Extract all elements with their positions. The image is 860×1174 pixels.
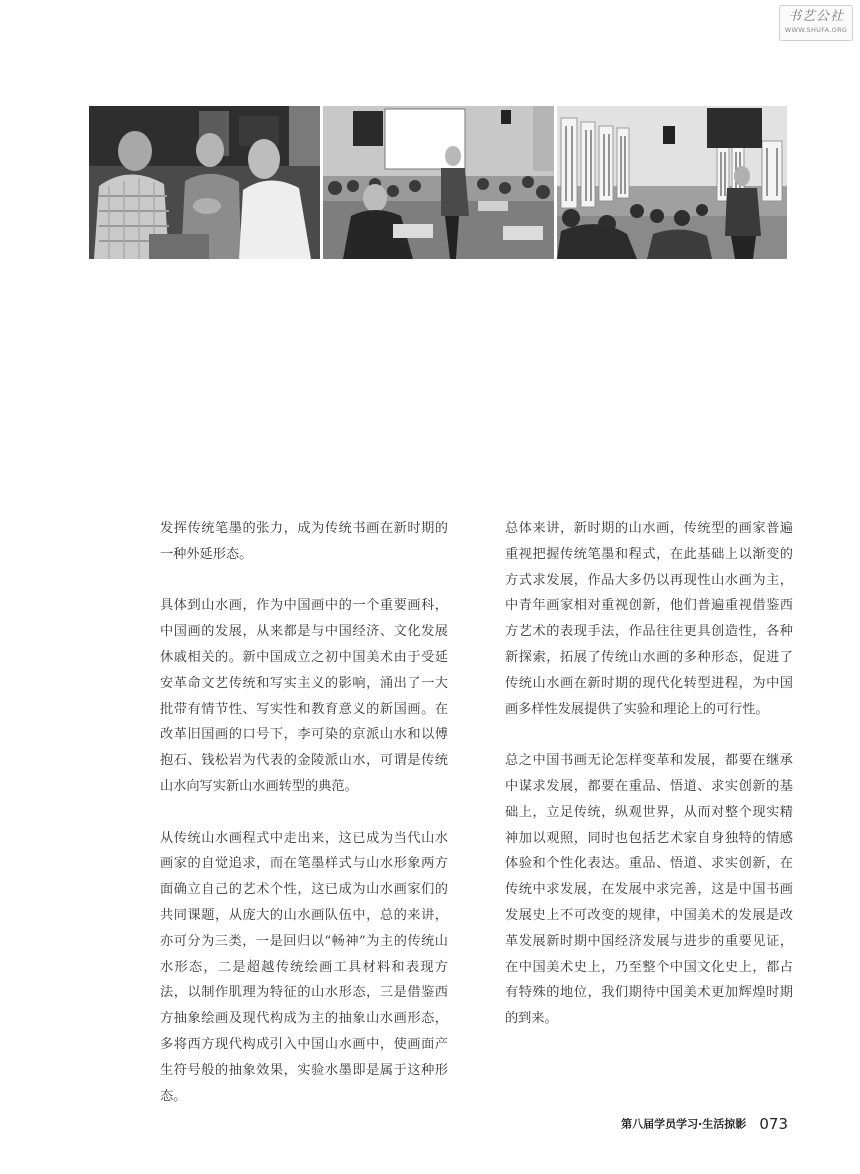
paragraph: 总体来讲，新时期的山水画，传统型的画家普遍重视把握传统笔墨和程式，在此基础上以渐变的方式求发展，作品大多仍以再现性山水画为主，中青年画家相对重视创新，他们普遍重视借鉴西方艺术的表现手法，作品往往更具创造性，各种新探索，拓展了传统山水画的多种形态，促进了传统山水画在新时期的现代化转型进程，为中国画多样性发展提供了实验和理论上的可行性。	[505, 521, 793, 717]
photo-lecture-audience	[323, 106, 554, 259]
paragraph: 具体到山水画，作为中国画中的一个重要画科，中国画的发展，从来都是与中国经济、文化发展休戚相关的。新中国成立之初中国美术由于受延安革命文艺传统和写实主义的影响，涌出了一大批带有情节性、写实性和教育意义的新国画。在改革旧国画的口号下，李可染的京派山水和以傅抱石、钱松岩为代表的金陵派山水，可谓是传统山水向写实新山水画转型的典范。	[160, 598, 448, 794]
article-right-column	[505, 516, 793, 1058]
article-left-column	[160, 516, 448, 1135]
watermark-url: WWW.SHUFA.ORG	[784, 26, 848, 34]
paragraph: 总之中国书画无论怎样变革和发展，都要在继承中谋求发展，都要在重品、悟道、求实创新的基础上，立足传统，纵观世界，从而对整个现实精神加以观照，同时也包括艺术家自身独特的情感体验和个性化表达。重品、悟道、求实创新，在传统中求发展，在发展中求完善，这是中国书画发展史上不可改变的规律，中国美术的发展是改革发展新时期中国经济发展与进步的重要见证，在中国美术史上，乃至整个中国文化史上，都占有特殊的地位，我们期待中国美术更加辉煌时期的到来。	[505, 753, 793, 1027]
paragraph: 发挥传统笔墨的张力，成为传统书画在新时期的一种外延形态。	[160, 521, 448, 562]
photo-artists-discussing	[89, 106, 320, 259]
page-footer	[621, 1113, 788, 1133]
watermark-logo-text: 书艺公社	[787, 9, 844, 24]
watermark-logo	[779, 5, 853, 41]
photo-exhibition-speaker	[557, 106, 787, 259]
paragraph: 从传统山水画程式中走出来，这已成为当代山水画家的自觉追求，而在笔墨样式与山水形象两方面确立自己的艺术个性，这已成为山水画家们的共同课题，从庞大的山水画队伍中，总的来讲，亦可分为三类，一是回归以“畅神”为主的传统山水形态，二是超越传统绘画工具材料和表现方法，以制作肌理为特征的山水形态，三是借鉴西方抽象绘画及现代构成为主的抽象山水画形态，多将西方现代构成引入中国山水画中，使画面产生符号般的抽象效果，实验水墨即是属于这种形态。	[160, 830, 448, 1104]
section-title: 第八届学员学习·生活掠影	[621, 1117, 747, 1131]
page-number: 073	[759, 1114, 788, 1133]
